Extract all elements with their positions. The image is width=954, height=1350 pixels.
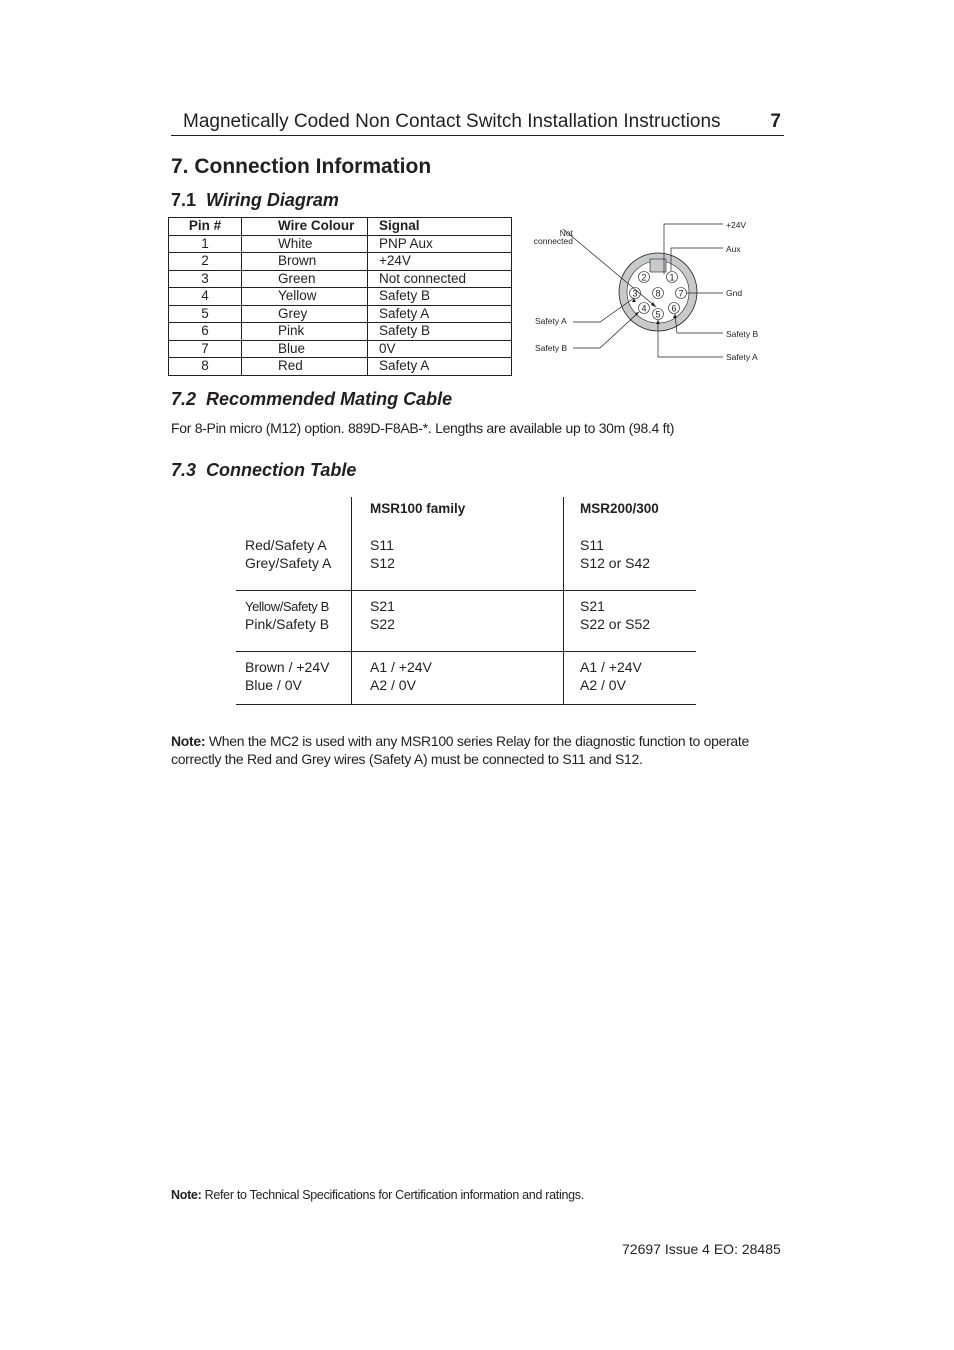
signal-cell: Safety B [368, 288, 512, 306]
wire-colour-cell: Brown [242, 253, 368, 271]
wire-colour-cell: Red [242, 358, 368, 376]
terminal-label: S22 [370, 615, 395, 632]
pin-cell: 1 [169, 235, 242, 253]
label-aux: Aux [726, 244, 741, 254]
mating-cable-text: For 8-Pin micro (M12) option. 889D-F8AB-*. Lengths are available up to 30m (98.4 ft) [171, 420, 675, 436]
table-row [169, 340, 512, 358]
connection-table [236, 497, 696, 705]
signal-cell: Not connected [368, 270, 512, 288]
connection-table-header [236, 497, 696, 530]
column-header: MSR100 family [352, 497, 564, 530]
pin-cell: 6 [169, 323, 242, 341]
mating-cable-heading [171, 389, 452, 410]
wire-label: Red/Safety A [245, 537, 327, 553]
table-row [236, 530, 696, 591]
wire-colour-cell: Pink [242, 323, 368, 341]
wire-colour-cell: Grey [242, 305, 368, 323]
column-header: Signal [368, 218, 512, 236]
note-label: Note: [171, 733, 206, 749]
signal-cell: 0V [368, 340, 512, 358]
column-header: Pin # [169, 218, 242, 236]
running-header [171, 111, 784, 136]
column-header: MSR200/300 [580, 501, 659, 516]
msr200-cell [564, 530, 697, 591]
table-row [169, 305, 512, 323]
diagnostic-note [171, 732, 771, 768]
pin-6-label: 6 [671, 303, 677, 314]
terminal-label: A2 / 0V [580, 676, 626, 693]
signal-cell: Safety A [368, 358, 512, 376]
connection-table-number: 7.3 [171, 460, 197, 480]
table-row [169, 323, 512, 341]
table-row [169, 270, 512, 288]
pin-cell: 2 [169, 253, 242, 271]
wiring-table-header [169, 218, 512, 236]
msr100-cell [352, 652, 564, 705]
wire-colour-cell: White [242, 235, 368, 253]
pin-5-label: 5 [655, 309, 661, 320]
label-24v: +24V [726, 220, 747, 230]
label-not: Not [559, 228, 573, 238]
wiring-diagram-heading [171, 190, 339, 211]
pin-3-label: 3 [632, 288, 638, 299]
pin-7-label: 7 [678, 288, 684, 299]
table-row [236, 652, 696, 705]
connection-table-heading [171, 460, 356, 481]
msr100-cell [352, 530, 564, 591]
mating-cable-title: Recommended Mating Cable [206, 389, 453, 409]
column-header: Wire Colour [242, 218, 368, 236]
pin-cell: 3 [169, 270, 242, 288]
pin-2-label: 2 [641, 272, 647, 283]
terminal-label: S22 or S52 [580, 615, 651, 632]
pin-cell: 4 [169, 288, 242, 306]
wire-label: Blue / 0V [245, 676, 302, 693]
label-safety-a-right: Safety A [726, 352, 758, 362]
wire-cell [236, 652, 352, 705]
terminal-label: S12 [370, 554, 395, 571]
terminal-label: A1 / +24V [370, 659, 432, 675]
terminal-label: A2 / 0V [370, 676, 416, 693]
connector-key [650, 259, 666, 272]
pin-1-label: 1 [669, 272, 675, 283]
document-reference: 72697 Issue 4 EO: 28485 [622, 1241, 781, 1257]
table-row [236, 591, 696, 652]
terminal-label: S12 or S42 [580, 554, 651, 571]
connection-table-title: Connection Table [206, 460, 357, 480]
wiring-diagram-title: Wiring Diagram [206, 190, 339, 210]
pin-cell: 5 [169, 305, 242, 323]
mating-cable-number: 7.2 [171, 389, 197, 409]
table-row [169, 253, 512, 271]
label-gnd: Gnd [726, 288, 743, 298]
wire-label: Grey/Safety A [245, 554, 332, 571]
wiring-table [168, 217, 512, 376]
wire-label: Pink/Safety B [245, 615, 330, 632]
pin-cell: 8 [169, 358, 242, 376]
signal-cell: +24V [368, 253, 512, 271]
msr200-cell [564, 591, 697, 652]
table-row [169, 235, 512, 253]
certification-note [171, 1188, 584, 1202]
label-safety-b-right: Safety B [726, 329, 759, 339]
wiring-diagram-number: 7.1 [171, 190, 197, 210]
document-title: Magnetically Coded Non Contact Switch Installation Instructions [183, 111, 721, 132]
wire-colour-cell: Green [242, 270, 368, 288]
terminal-label: A1 / +24V [580, 659, 642, 675]
note-text: When the MC2 is used with any MSR100 series Relay for the diagnostic function to operate correctly the Red and Grey wires (Safety A) must be connected to S11 and S12. [171, 733, 749, 767]
label-connected: connected [533, 236, 573, 246]
wire-colour-cell: Yellow [242, 288, 368, 306]
terminal-label: S21 [370, 598, 395, 614]
connector-pinout-diagram [525, 215, 775, 375]
column-header [236, 497, 352, 530]
label-safety-b-left: Safety B [535, 343, 568, 353]
wire-cell [236, 591, 352, 652]
wire-label: Yellow/Safety B [245, 599, 329, 614]
terminal-label: S21 [580, 598, 605, 614]
msr100-cell [352, 591, 564, 652]
note-text: Refer to Technical Specifications for Certification information and ratings. [201, 1188, 584, 1202]
section-heading: 7. Connection Information [171, 155, 432, 178]
pin-8-label: 8 [655, 288, 661, 299]
msr200-cell [564, 652, 697, 705]
signal-cell: PNP Aux [368, 235, 512, 253]
pin-cell: 7 [169, 340, 242, 358]
terminal-label: S11 [370, 537, 394, 553]
note-label: Note: [171, 1188, 202, 1202]
terminal-label: S11 [580, 537, 604, 553]
wire-cell [236, 530, 352, 591]
signal-cell: Safety A [368, 305, 512, 323]
label-safety-a-left: Safety A [535, 316, 567, 326]
wire-label: Brown / +24V [245, 659, 330, 675]
table-row [169, 288, 512, 306]
page-number: 7 [770, 111, 781, 132]
signal-cell: Safety B [368, 323, 512, 341]
pin-4-label: 4 [641, 303, 647, 314]
table-row [169, 358, 512, 376]
wire-colour-cell: Blue [242, 340, 368, 358]
